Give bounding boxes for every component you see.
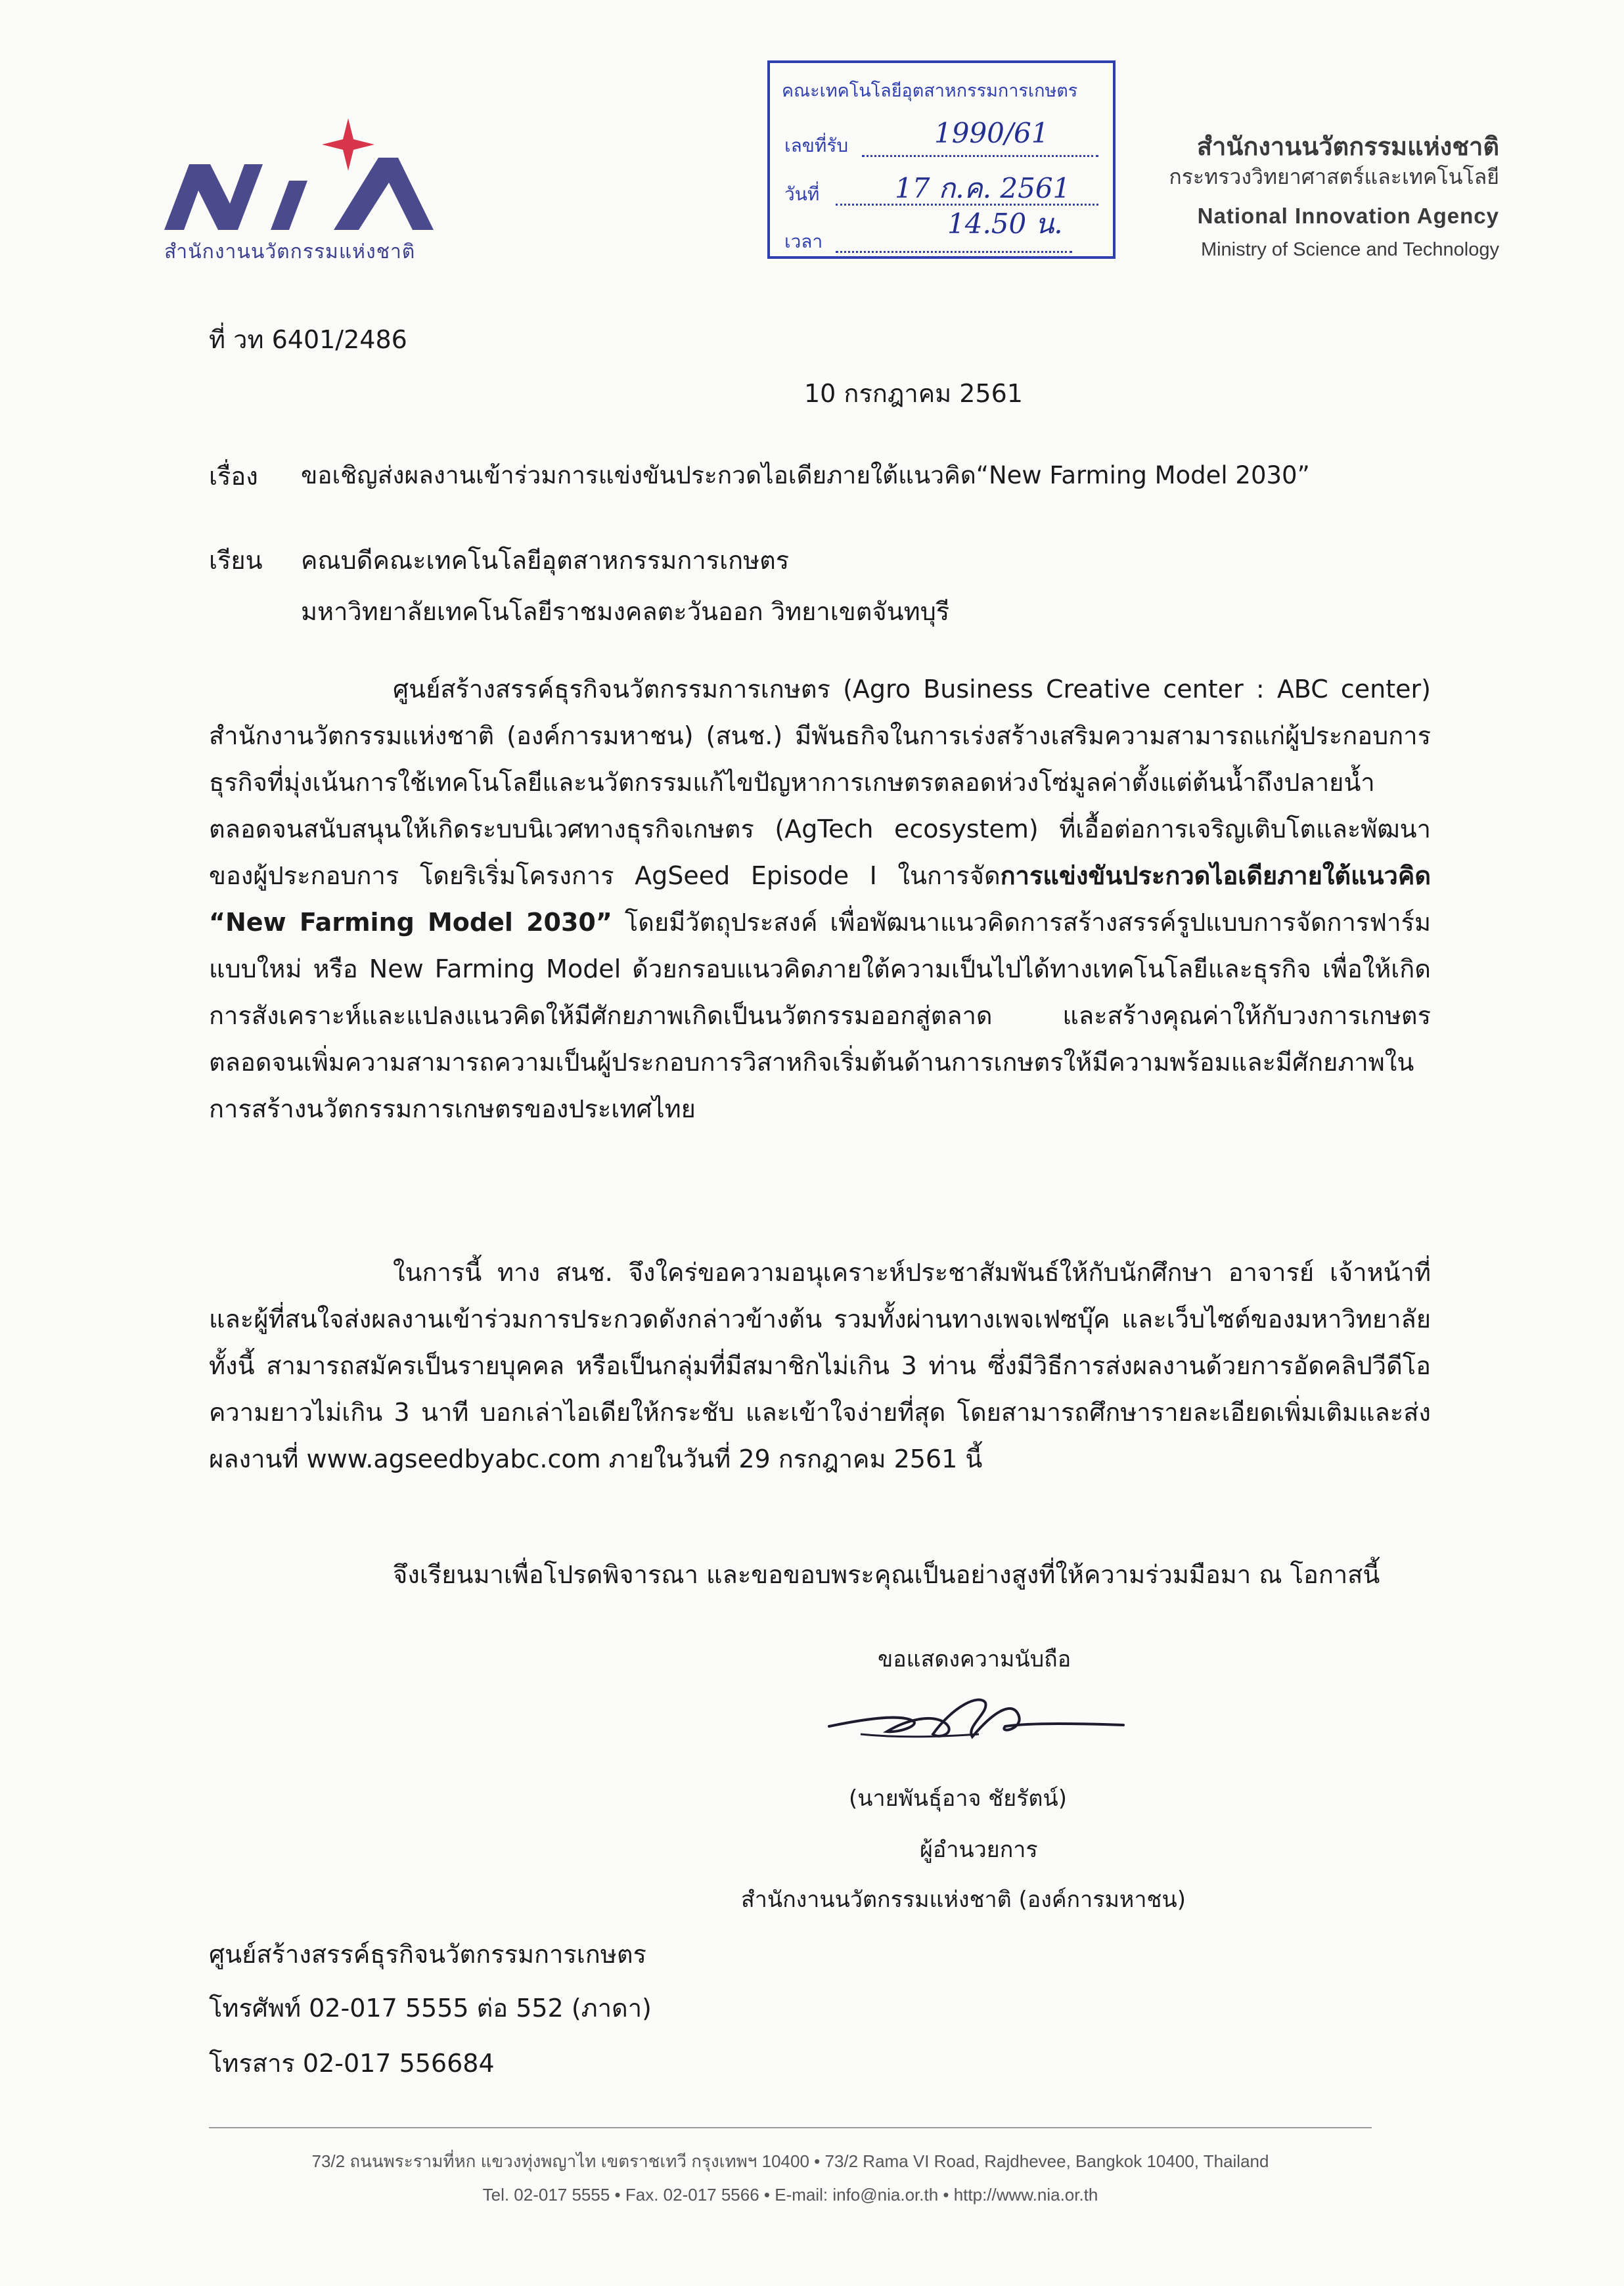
closing-request: จึงเรียนมาเพื่อโปรดพิจารณา และขอขอบพระคุณเป็นอย่างสูงที่ให้ความร่วมมือมา ณ โอกาสนี้ — [393, 1560, 1380, 1589]
org-name-en: National Innovation Agency — [1197, 204, 1499, 228]
stamp-time-value: 14.50 น. — [947, 208, 1063, 240]
receiving-stamp — [767, 60, 1116, 259]
stamp-date-value: 17 ก.ค. 2561 — [895, 172, 1071, 204]
stamp-title: คณะเทคโนโลยีอุตสาหกรรมการเกษตร — [782, 81, 1078, 101]
body-paragraph-1 — [209, 666, 1431, 1132]
stamp-time-label: เวลา — [784, 231, 823, 252]
paragraph-1-body: โดยมีวัตถุประสงค์ เพื่อพัฒนาแนวคิดการสร้างสรรค์รูปแบบการจัดการฟาร์มแบบใหม่ หรือ New Farming Model ด้วยกรอบแนวคิดภายใต้ความเป็นไปได้ทางเทคโนโลยีและธุรกิจ เพื่อให้เกิดการสังเคราะห์และแปลงแนวคิดให้มีศักยภาพเกิดเป็นนวัตกรรมออกสู่ตลาด และสร้างคุณค่าให้กับวงการเกษตร ตลอดจนเพิ่มความสามารถความเป็นผู้ประกอบการวิสาหกิจเริ่มต้นด้านการเกษตรให้มีความพร้อมและมีศักยภาพในการสร้างนวัตกรรมการเกษตรของประเทศไทย — [209, 908, 1431, 1123]
logo-star-icon — [322, 118, 374, 171]
stamp-number-value: 1990/61 — [934, 117, 1049, 149]
footer-address: 73/2 ถนนพระรามที่หก แขวงทุ่งพญาไท เขตราชเทวี กรุงเทพฯ 10400 • 73/2 Rama VI Road, Rajdhevee, Bangkok 10400, Thailand — [311, 2151, 1269, 2171]
stamp-date-label: วันที่ — [784, 183, 820, 205]
paragraph-1-intro: ศูนย์สร้างสรรค์ธุรกิจนวัตกรรมการเกษตร (Agro Business Creative center : ABC center) สำนักงานวัตกรรมแห่งชาติ (องค์การมหาชน) (สนช.) มีพันธกิจในการเร่งสร้างเสริมความสามารถแก่ผู้ประกอบการธุรกิจที่มุ่งเน้นการใช้เทคโนโลยีและนวัตกรรมแก้ไขปัญหาการเกษตรตลอดห่วงโซ่มูลค่าตั้งแต่ต้นน้ำถึงปลายน้ำ ตลอดจนสนับสนุนให้เกิดระบบนิเวศทางธุรกิจเกษตร (AgTech ecosystem) ที่เอื้อต่อการเจริญเติบโตและพัฒนาของผู้ประกอบการ โดยริเริ่มโครงการ AgSeed Episode I ในการจัด — [209, 675, 1431, 890]
addressee-line-2: มหาวิทยาลัยเทคโนโลยีราชมงคลตะวันออก วิทยาเขตจันทบุรี — [301, 597, 950, 626]
addressee-line-1: คณบดีคณะเทคโนโลยีอุตสาหกรรมการเกษตร — [301, 546, 790, 575]
contact-fax: โทรสาร 02-017 556684 — [209, 2049, 495, 2078]
org-name-th: สำนักงานนวัตกรรมแห่งชาติ — [1196, 132, 1499, 161]
body-paragraph-2: ในการนี้ ทาง สนช. จึงใคร่ขอความอนุเคราะห์ประชาสัมพันธ์ให้กับนักศึกษา อาจารย์ เจ้าหน้าที่และผู้ที่สนใจส่งผลงานเข้าร่วมการประกวดดังกล่าวข้างต้น รวมทั้งผ่านทางเพจเฟซบุ๊ค และเว็บไซต์ของมหาวิทยาลัย ทั้งนี้ สามารถสมัครเป็นรายบุคคล หรือเป็นกลุ่มที่มีสมาชิกไม่เกิน 3 ท่าน ซึ่งมีวิธีการส่งผลงานด้วยการอัดคลิปวีดีโอความยาวไม่เกิน 3 นาที บอกเล่าไอเดียให้กระชับ และเข้าใจง่ายที่สุด โดยสามารถศึกษารายละเอียดเพิ่มเติมและส่งผลงานที่ www.agseedbyabc.com ภายในวันที่ 29 กรกฎาคม 2561 นี้ — [209, 1258, 1431, 1473]
footer-contacts: Tel. 02-017 5555 • Fax. 02-017 5566 • E-mail: info@nia.or.th • http://www.nia.or.th — [482, 2185, 1098, 2205]
addressee-label: เรียน — [209, 546, 263, 575]
ministry-en: Ministry of Science and Technology — [1200, 239, 1499, 260]
signer-name: (นายพันธุ์อาจ ชัยรัตน์) — [849, 1785, 1068, 1812]
signer-organization: สำนักงานนวัตกรรมแห่งชาติ (องค์การมหาชน) — [741, 1887, 1186, 1913]
contact-unit: ศูนย์สร้างสรรค์ธุรกิจนวัตกรรมการเกษตร — [209, 1940, 646, 1969]
letter-reference: ที่ วท 6401/2486 — [209, 325, 407, 354]
footer-divider — [209, 2127, 1372, 2128]
subject-text: ขอเชิญส่งผลงานเข้าร่วมการแข่งขันประกวดไอเดียภายใต้แนวคิด“New Farming Model 2030” — [301, 461, 1310, 489]
sign-off: ขอแสดงความนับถือ — [878, 1646, 1071, 1672]
signature — [821, 1674, 1137, 1753]
subject-label: เรื่อง — [209, 462, 258, 491]
stamp-number-label: เลขที่รับ — [784, 135, 849, 156]
contact-phone: โทรศัพท์ 02-017 5555 ต่อ 552 (ภาดา) — [209, 1994, 652, 2023]
nia-logo — [158, 112, 473, 236]
signer-title: ผู้อำนวยการ — [920, 1837, 1038, 1863]
logo-subtitle: สำนักงานนวัตกรรมแห่งชาติ — [164, 240, 416, 263]
paragraph-1-contest-title: การแข่งขันประกวดไอเดียภายใต้แนวคิด “New Farming Model 2030” — [209, 861, 1431, 937]
ministry-th: กระทรวงวิทยาศาสตร์และเทคโนโลยี — [1169, 164, 1499, 189]
letter-date: 10 กรกฎาคม 2561 — [804, 379, 1023, 408]
